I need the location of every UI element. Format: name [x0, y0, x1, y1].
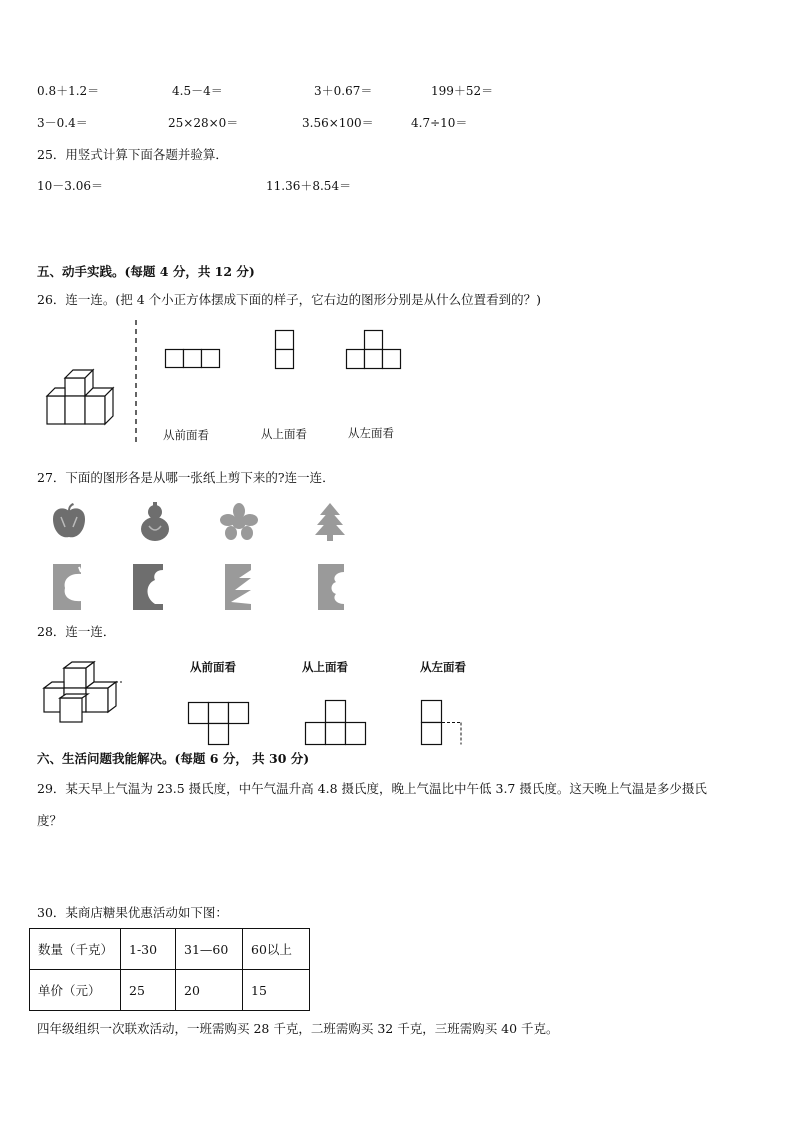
q26-view-t-shape — [346, 330, 402, 370]
q26-view-two-column — [275, 330, 295, 370]
q28-label-left: 从左面看 — [420, 660, 466, 674]
calc-1-3: 3＋0.67＝ — [314, 84, 373, 98]
calc-2-1: 3－0.4＝ — [37, 116, 88, 130]
q26-label-left: 从左面看 — [348, 426, 394, 440]
q28-cube-arrangement — [42, 660, 127, 726]
q27-title: 27．下面的图形各是从哪一张纸上剪下来的?连一连． — [37, 470, 335, 485]
q28-label-front: 从前面看 — [190, 660, 236, 674]
q25-title: 25．用竖式计算下面各题并验算． — [37, 147, 228, 162]
paper-apple-hole-icon — [53, 564, 81, 610]
q26-dashed-divider — [134, 320, 138, 442]
price-table — [29, 928, 310, 1011]
flower-cutout-icon — [220, 503, 258, 541]
calc-2-2: 25×28×0＝ — [168, 116, 239, 130]
q29-line-1: 29．某天早上气温为 23.5 摄氏度，中午气温升高 4.8 摄氏度，晚上气温比中午低 3.7 摄氏度。这天晚上气温是多少摄氏 — [37, 781, 707, 796]
q28-title: 28．连一连． — [37, 624, 116, 639]
calc-2-4: 4.7÷10＝ — [411, 116, 468, 130]
q25-calc-b: 11.36＋8.54＝ — [266, 179, 352, 193]
gourd-cutout-icon — [138, 502, 172, 542]
table-row — [30, 970, 310, 1011]
table-cell: 15 — [243, 970, 310, 1011]
calc-1-1: 0.8＋1.2＝ — [37, 84, 100, 98]
table-cell: 1-30 — [121, 929, 176, 970]
table-cell: 单价（元） — [30, 970, 121, 1011]
q28-label-top: 从上面看 — [302, 660, 348, 674]
table-cell: 60以上 — [243, 929, 310, 970]
q26-label-top: 从上面看 — [261, 427, 307, 441]
section-6-heading: 六、生活问题我能解决。(每题 6 分， 共 30 分) — [37, 751, 310, 766]
paper-flower-hole-icon — [318, 564, 344, 610]
apple-cutout-icon — [51, 503, 87, 541]
q26-view-three-row — [165, 349, 221, 369]
table-row — [30, 929, 310, 970]
table-cell: 31—60 — [176, 929, 243, 970]
paper-gourd-hole-icon — [133, 564, 163, 610]
table-cell: 20 — [176, 970, 243, 1011]
table-cell: 25 — [121, 970, 176, 1011]
section-5-heading: 五、动手实践。(每题 4 分，共 12 分) — [37, 264, 255, 279]
q28-view-t-up — [305, 700, 367, 746]
calc-1-4: 199＋52＝ — [431, 84, 494, 98]
q26-cube-stack — [40, 360, 130, 430]
calc-2-3: 3.56×100＝ — [302, 116, 374, 130]
q30-title: 30．某商店糖果优惠活动如下图： — [37, 905, 228, 920]
q26-label-front: 从前面看 — [163, 428, 209, 442]
q29-line-2: 度？ — [37, 813, 63, 828]
tree-cutout-icon — [315, 503, 345, 541]
paper-tree-hole-icon — [225, 564, 251, 610]
q28-view-t-down — [188, 702, 250, 746]
q30-text: 四年级组织一次联欢活动，一班需购买 28 千克，二班需购买 32 千克，三班需购买 40 千克。 — [37, 1021, 559, 1036]
calc-1-2: 4.5－4＝ — [172, 84, 223, 98]
table-cell: 数量（千克） — [30, 929, 121, 970]
q28-view-column — [421, 700, 465, 746]
q26-title: 26．连一连。(把 4 个小正方体摆成下面的样子，它右边的图形分别是从什么位置看到的？) — [37, 292, 542, 307]
q25-calc-a: 10－3.06＝ — [37, 179, 103, 193]
